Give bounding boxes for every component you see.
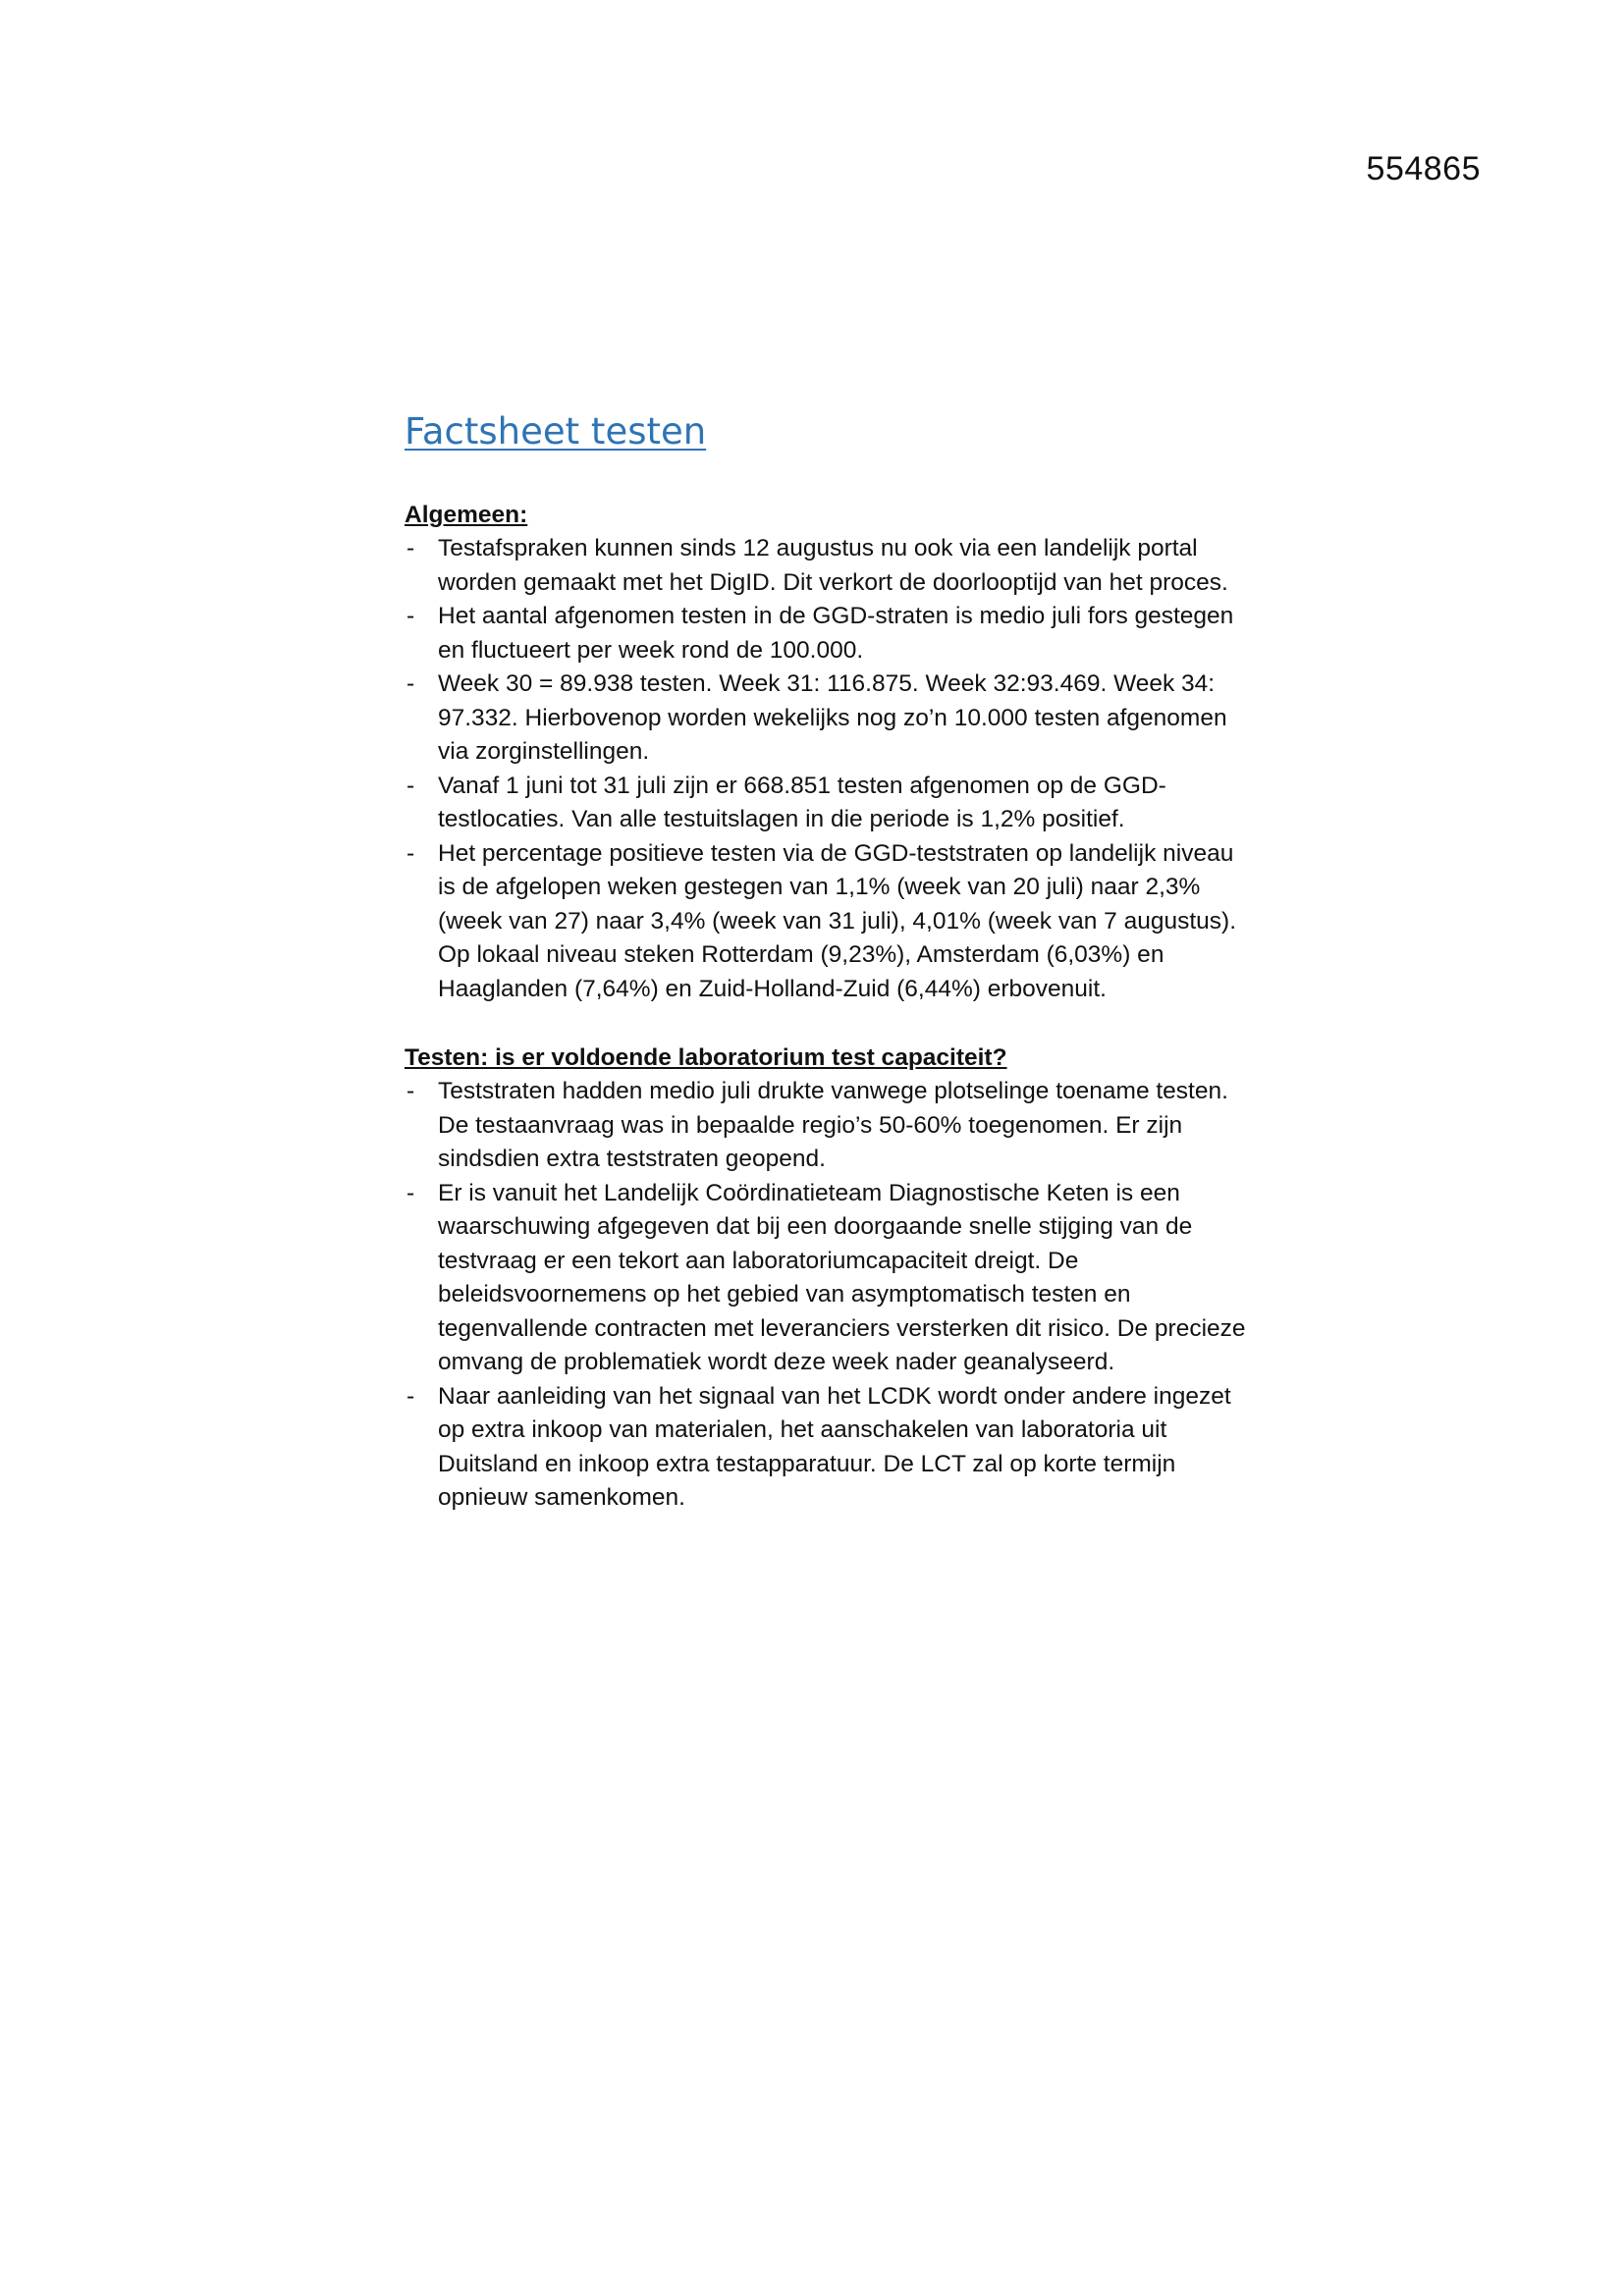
list-item [405, 1177, 1249, 1380]
bullet-marker: - [406, 670, 415, 697]
bullet-list [405, 1075, 1249, 1516]
bullet-marker: - [406, 603, 415, 629]
list-item-text: Het aantal afgenomen testen in de GGD-straten is medio juli fors gestegen en fluctueert per week rond de 100.000. [438, 603, 1234, 664]
bullet-marker: - [406, 772, 415, 799]
document-body [405, 499, 1249, 1551]
page-title: Factsheet testen [405, 410, 707, 453]
list-item [405, 770, 1249, 837]
list-item-text: Testafspraken kunnen sinds 12 augustus nu ook via een landelijk portal worden gemaakt met het DigID. Dit verkort de doorlooptijd van het proces. [438, 535, 1228, 596]
list-item-text: Teststraten hadden medio juli drukte vanwege plotselinge toename testen. De testaanvraag was in bepaalde regio’s 50-60% toegenomen. Er zijn sindsdien extra teststraten geopend. [438, 1078, 1228, 1172]
bullet-marker: - [406, 535, 415, 561]
section-heading: Testen: is er voldoende laboratorium test capaciteit? [405, 1044, 1007, 1071]
list-item [405, 837, 1249, 1007]
list-item [405, 667, 1249, 770]
list-item [405, 600, 1249, 667]
bullet-marker: - [406, 839, 415, 867]
bullet-list [405, 532, 1249, 1006]
bullet-marker: - [406, 1382, 415, 1410]
list-item-text: Week 30 = 89.938 testen. Week 31: 116.875. Week 32:93.469. Week 34: 97.332. Hierbovenop worden wekelijks nog zo’n 10.000 testen afgenomen via zorginstellingen. [438, 670, 1227, 765]
list-item-text: Er is vanuit het Landelijk Coördinatieteam Diagnostische Keten is een waarschuwing afgegeven dat bij een doorgaande snelle stijging van de testvraag er een tekort aan laboratoriumcapaciteit dreigt. De beleidsvoornemens op het gebied van asymptomatisch testen en tegenvallende contracten met leveranciers versterken dit risico. De precieze omvang de problematiek wordt deze week nader geanalyseerd. [438, 1179, 1246, 1375]
list-item-text: Vanaf 1 juni tot 31 juli zijn er 668.851 testen afgenomen op de GGD-testlocaties. Van alle testuitslagen in die periode is 1,2% positief. [438, 772, 1166, 832]
bullet-marker: - [406, 1179, 415, 1206]
section-algemeen [405, 499, 1249, 1006]
list-item-text: Het percentage positieve testen via de GGD-teststraten op landelijk niveau is de afgelopen weken gestegen van 1,1% (week van 20 juli) naar 2,3% (week van 27) naar 3,4% (week van 31 juli), 4,01% (week van 7 augustus). Op lokaal niveau steken Rotterdam (9,23%), Amsterdam (6,03%) en Haaglanden (7,64%) en Zuid-Holland-Zuid (6,44%) erbovenuit. [438, 839, 1237, 1002]
list-item-text: Naar aanleiding van het signaal van het LCDK wordt onder andere ingezet op extra inkoop van materialen, het aanschakelen van laboratoria uit Duitsland en inkoop extra testapparatuur. De LCT zal op korte termijn opnieuw samenkomen. [438, 1382, 1231, 1511]
section-heading: Algemeen: [405, 502, 528, 528]
list-item [405, 532, 1249, 600]
section-testen-capaciteit [405, 1041, 1249, 1516]
document-number: 554865 [1366, 150, 1481, 187]
bullet-marker: - [406, 1078, 415, 1104]
list-item [405, 1075, 1249, 1177]
list-item [405, 1380, 1249, 1516]
